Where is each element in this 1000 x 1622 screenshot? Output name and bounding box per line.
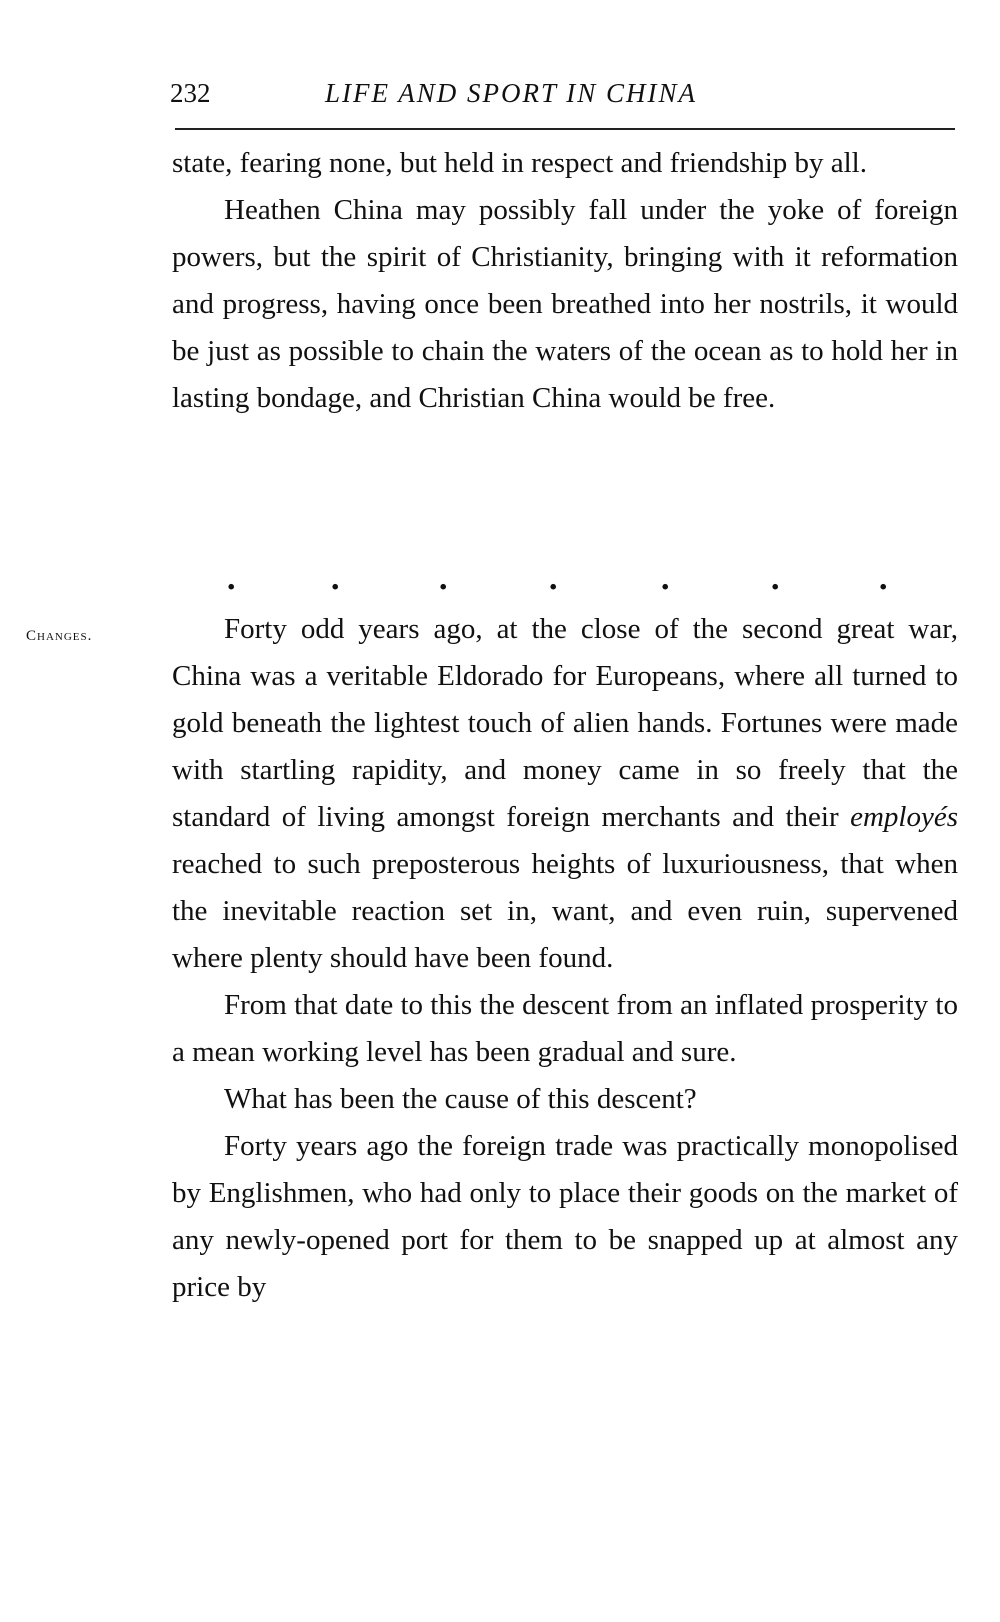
ellipsis-dot: . bbox=[226, 562, 237, 597]
ellipsis-dot: . bbox=[548, 562, 559, 597]
page-number: 232 bbox=[170, 78, 211, 108]
paragraph-continued: state, fearing none, but held in respect and friendship by all. bbox=[172, 147, 867, 179]
paragraph-from-that-date: From that date to this the descent from an inflated prosperity to a mean working level has been gradual and sure. bbox=[172, 989, 958, 1068]
ellipsis-dot: . bbox=[660, 562, 671, 597]
ellipsis-dot: . bbox=[770, 562, 781, 597]
paragraph-text: reached to such preposterous heights of luxuriousness, that when the inevitable reaction set in, want, and even ruin, supervened where plenty should have been found. bbox=[172, 848, 958, 974]
running-title: LIFE AND SPORT IN CHINA bbox=[325, 78, 698, 108]
ellipsis-dot: . bbox=[438, 562, 449, 597]
paragraph-question: What has been the cause of this descent? bbox=[224, 1083, 697, 1115]
section-two bbox=[172, 606, 958, 1311]
ellipsis-dot: . bbox=[878, 562, 889, 597]
paragraph-forty-years-ago: Forty years ago the foreign trade was practically monopolised by Englishmen, who had only to place their goods on the market of any newly-opened port for them to be snapped up at almost any price by bbox=[172, 1130, 958, 1303]
paragraph-heathen-china: Heathen China may possibly fall under the yoke of foreign powers, but the spirit of Christianity, bringing with it reformation and progress, having once been breathed into her nostrils, it would be just as possible to chain the waters of the ocean as to hold her in lasting bondage, and Christian China would be free. bbox=[172, 194, 958, 414]
page-header bbox=[170, 78, 960, 118]
margin-note: Changes. bbox=[26, 628, 93, 644]
section-one bbox=[172, 140, 958, 422]
italic-word: employés bbox=[850, 801, 958, 833]
ellipsis-row bbox=[172, 562, 958, 602]
paragraph-text: Forty odd years ago, at the close of the second great war, China was a veritable Eldorado for Europeans, where all turned to gold beneath the lightest touch of alien hands. Fortunes were made with startling rapidity, and money came in so freely that the standard of living amongst foreign merchants and their bbox=[172, 613, 958, 833]
ellipsis-dot: . bbox=[330, 562, 341, 597]
header-rule bbox=[175, 128, 955, 130]
paragraph-forty-odd-years bbox=[172, 606, 958, 982]
